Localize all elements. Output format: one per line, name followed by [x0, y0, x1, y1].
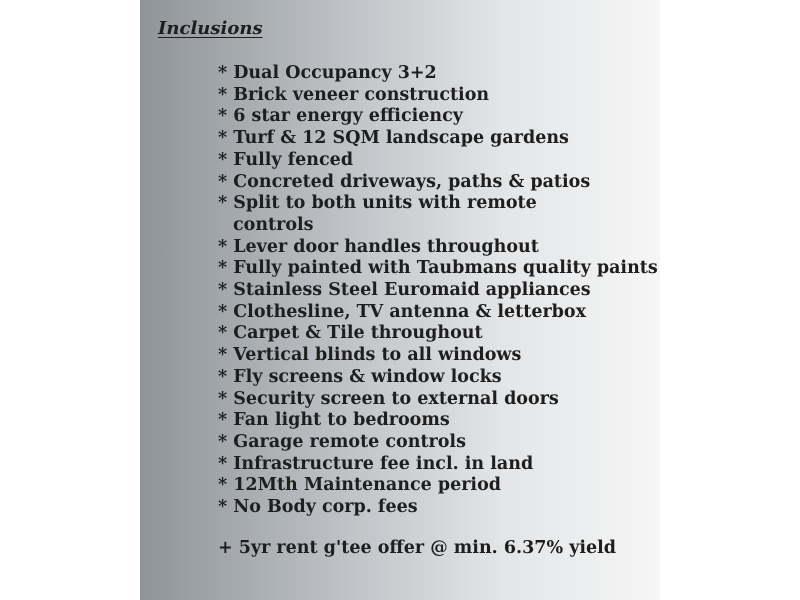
inclusions-list [218, 63, 658, 519]
inclusion-item-text: * Security screen to external doors [218, 388, 559, 409]
inclusion-item [218, 280, 658, 302]
inclusion-item-text: * Dual Occupancy 3+2 [218, 63, 437, 83]
inclusion-item-text: * Fan light to bedrooms [218, 410, 450, 431]
inclusion-item-text: * Fully fenced [218, 149, 354, 170]
inclusions-heading: Inclusions [158, 18, 263, 39]
inclusion-item [218, 389, 658, 411]
inclusion-item-continuation: controls [233, 214, 314, 235]
inclusion-item-text: * Split to both units with remote [218, 193, 537, 214]
inclusion-item-text: * Vertical blinds to all windows [218, 345, 522, 366]
inclusion-item [218, 302, 658, 324]
inclusion-item [218, 172, 658, 194]
inclusion-item-text: * Brick veneer construction [218, 84, 490, 105]
inclusion-item [218, 345, 658, 367]
inclusion-item-text: * Lever door handles throughout [218, 236, 539, 257]
inclusion-item-text: * Infrastructure fee incl. in land [218, 453, 534, 474]
inclusion-item [218, 128, 658, 150]
inclusion-item [218, 193, 658, 236]
inclusion-item [218, 237, 658, 259]
inclusion-item [218, 85, 658, 107]
inclusion-item [218, 106, 658, 128]
inclusion-item-text: * Concreted driveways, paths & patios [218, 171, 591, 192]
inclusion-item-text: * Turf & 12 SQM landscape gardens [218, 128, 569, 149]
rent-guarantee-offer: + 5yr rent g'tee offer @ min. 6.37% yield [218, 538, 617, 558]
inclusion-item [218, 497, 658, 519]
inclusion-item-text: * No Body corp. fees [218, 497, 418, 518]
inclusion-item [218, 150, 658, 172]
inclusion-item [218, 454, 658, 476]
inclusion-item-text: * Garage remote controls [218, 431, 466, 452]
inclusion-item [218, 367, 658, 389]
inclusion-item-text: * Stainless Steel Euromaid appliances [218, 280, 591, 301]
inclusion-item-text: * Carpet & Tile throughout [218, 323, 483, 344]
inclusion-item [218, 63, 658, 85]
inclusion-item [218, 432, 658, 454]
inclusion-item-text: * Fly screens & window locks [218, 366, 502, 387]
inclusion-item [218, 258, 658, 280]
inclusions-panel [140, 0, 660, 600]
inclusion-item-text: * 12Mth Maintenance period [218, 475, 501, 496]
inclusion-item-text: * 6 star energy efficiency [218, 106, 463, 127]
inclusion-item-text: * Clothesline, TV antenna & letterbox [218, 301, 587, 322]
inclusion-item [218, 323, 658, 345]
inclusion-item [218, 410, 658, 432]
inclusion-item-text: * Fully painted with Taubmans quality paints [218, 258, 658, 279]
inclusion-item [218, 475, 658, 497]
